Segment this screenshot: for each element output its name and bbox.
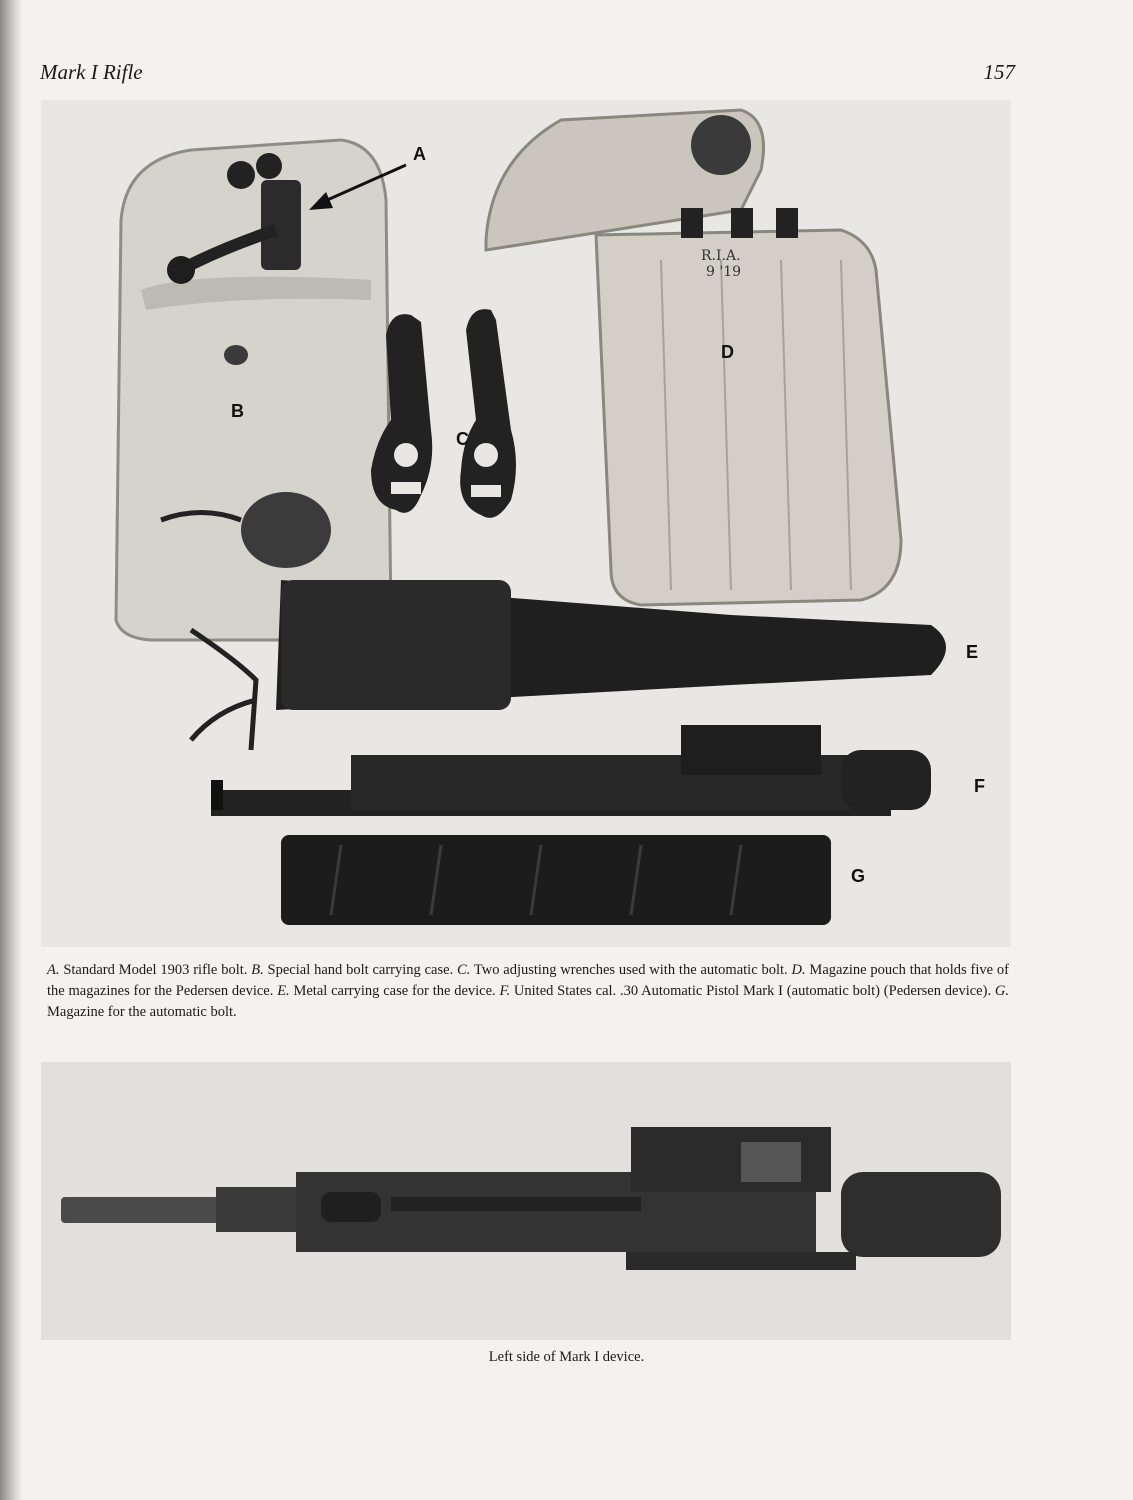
caption-text-g: Magazine for the automatic bolt.	[47, 1004, 237, 1020]
figure1-caption	[47, 960, 1009, 1023]
caption-key-e: E.	[277, 983, 290, 999]
caption-key-f: F.	[499, 983, 511, 999]
chapter-title: Mark I Rifle	[40, 60, 143, 84]
caption-key-c: C.	[457, 962, 471, 978]
caption-text-e: Metal carrying case for the device.	[289, 983, 500, 999]
caption-text-f: United States cal. .30 Automatic Pistol Mark I (automatic bolt) (Pedersen device).	[510, 983, 995, 999]
caption-text-c: Two adjusting wrenches used with the automatic bolt.	[470, 962, 792, 978]
caption-text-d: Magazine pouch that holds five of the magazines for the Pedersen device.	[47, 962, 1009, 999]
page-number: 157	[983, 60, 1015, 84]
figure2-caption: Left side of Mark I device.	[488, 1349, 645, 1365]
stencil-date: 9 '19	[706, 264, 742, 280]
label-g: G	[851, 866, 866, 886]
stencil-text: R.I.A.	[701, 248, 741, 264]
label-e: E	[966, 642, 979, 662]
caption-key-g: G.	[994, 983, 1009, 999]
label-d: D	[721, 342, 734, 362]
caption-key-d: D.	[791, 962, 806, 978]
label-f: F	[974, 776, 985, 796]
running-head	[40, 60, 1015, 90]
equipment-photo	[41, 100, 1011, 947]
caption-text-a: Standard Model 1903 rifle bolt.	[59, 962, 252, 978]
page-gutter-shadow	[0, 0, 22, 1500]
label-c: C	[456, 429, 469, 449]
label-b: B	[231, 401, 244, 421]
caption-key-a: A.	[47, 962, 60, 978]
equipment-photo-drawing	[41, 100, 1011, 947]
device-side-photo	[41, 1062, 1011, 1340]
label-a: A	[413, 144, 426, 164]
caption-text-b: Special hand bolt carrying case.	[263, 962, 458, 978]
device-side-drawing	[41, 1062, 1011, 1340]
caption-key-b: B.	[251, 962, 264, 978]
